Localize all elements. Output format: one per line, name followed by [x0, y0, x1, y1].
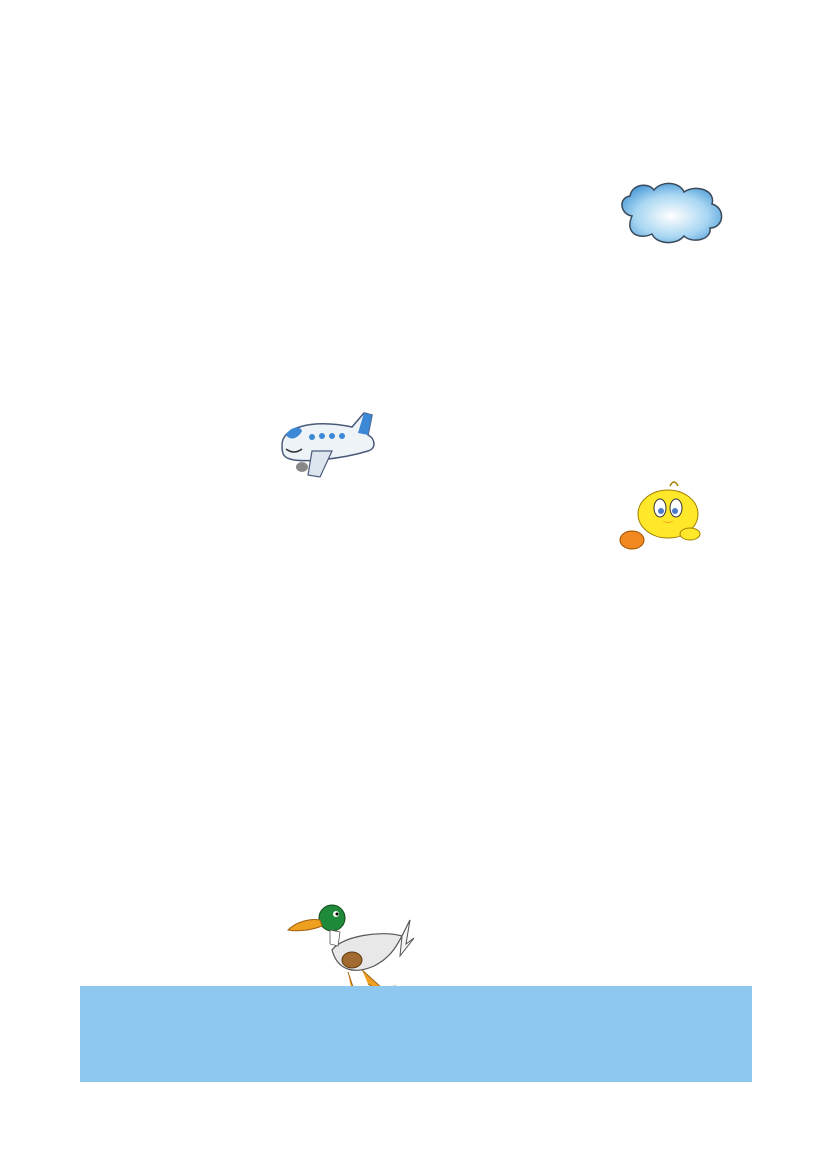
- clouds-strip: [80, 986, 752, 1082]
- exercise-1: [98, 189, 388, 208]
- page-title: [120, 110, 130, 154]
- exercise-2: [401, 189, 711, 208]
- exercise-3: [98, 506, 388, 525]
- airplane-picture: [272, 405, 382, 485]
- duck-picture: [282, 900, 414, 1000]
- exercise-4: [401, 506, 721, 525]
